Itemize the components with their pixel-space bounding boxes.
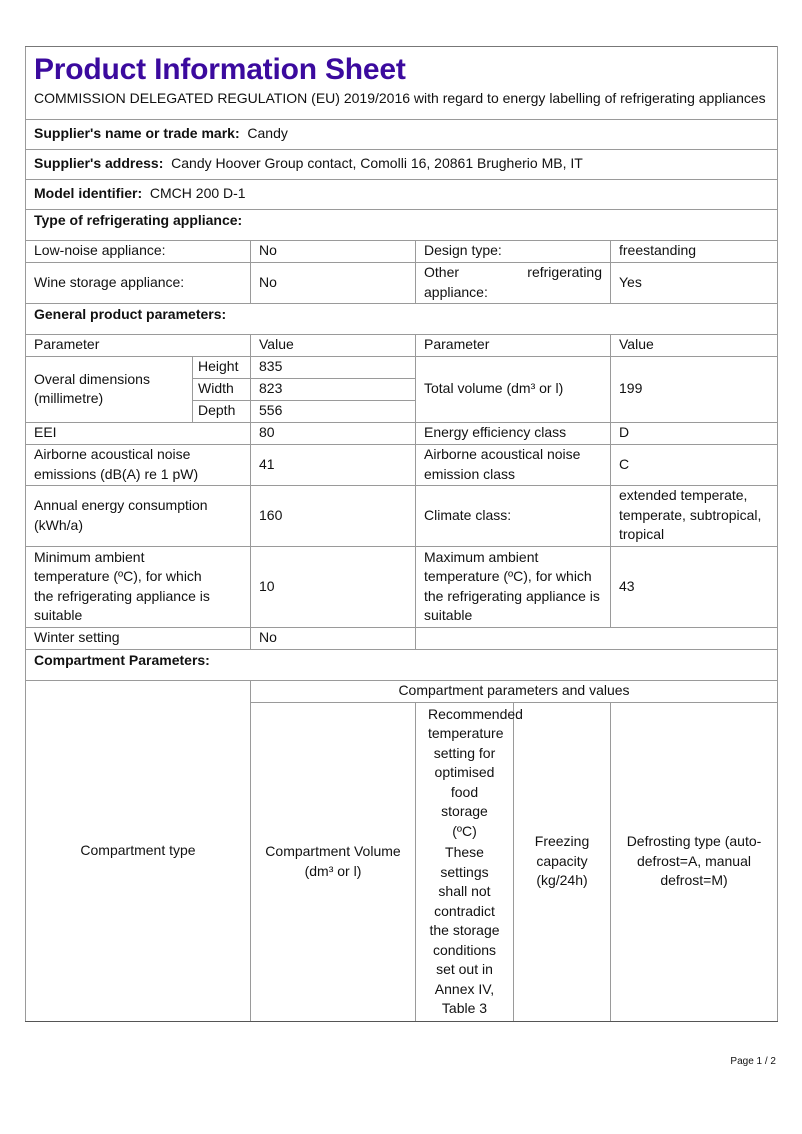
model-identifier-label: Model identifier: <box>34 185 143 202</box>
width-value: 823 <box>251 378 416 400</box>
noise-class-label: Airborne acoustical noise emission class <box>416 444 611 485</box>
noise-class-value: C <box>611 444 778 485</box>
winter-setting-value: No <box>251 627 416 649</box>
height-label: Height <box>193 356 251 378</box>
min-temp-label: Minimum ambient temperature (ºC), for which the refrigerating appliance is suitable <box>26 546 251 627</box>
low-noise-label: Low-noise appliance: <box>26 240 251 262</box>
page-number: Page 1 / 2 <box>730 1056 776 1067</box>
supplier-name-label: Supplier's name or trade mark: <box>34 125 240 142</box>
climate-class-label: Climate class: <box>416 485 611 546</box>
regulation-text: COMMISSION DELEGATED REGULATION (EU) 2019/2016 with regard to energy labelling of refrigerating appliances <box>34 90 766 106</box>
supplier-name-value: Candy <box>247 125 288 142</box>
appliance-type-heading: Type of refrigerating appliance: <box>26 209 778 240</box>
other-appliance-value: Yes <box>611 262 778 303</box>
model-identifier-row <box>26 179 778 209</box>
annual-energy-label: Annual energy consumption (kWh/a) <box>26 485 251 546</box>
col-value-1: Value <box>251 334 416 356</box>
min-temp-value: 10 <box>251 546 416 627</box>
model-identifier-value: CMCH 200 D-1 <box>149 185 246 202</box>
other-appliance-label-text: Other refrigerating appliance: <box>424 264 602 300</box>
freezing-capacity-header: Freezing capacity (kg/24h) <box>514 702 611 1021</box>
compartment-group-header: Compartment parameters and values <box>251 680 778 702</box>
design-type-label: Design type: <box>416 240 611 262</box>
recommended-temp-note: These settings shall not contradict the storage conditions set out in Annex IV, Table 3 <box>429 844 500 1016</box>
compartment-type-header: Compartment type <box>26 680 251 1021</box>
max-temp-label: Maximum ambient temperature (ºC), for which the refrigerating appliance is suitable <box>416 546 611 627</box>
noise-label: Airborne acoustical noise emissions (dB(A) re 1 pW) <box>26 444 251 485</box>
max-temp-value: 43 <box>611 546 778 627</box>
winter-setting-label: Winter setting <box>26 627 251 649</box>
total-volume-value: 199 <box>611 356 778 422</box>
depth-label: Depth <box>193 400 251 422</box>
width-label: Width <box>193 378 251 400</box>
energy-class-value: D <box>611 422 778 444</box>
supplier-address-value: Candy Hoover Group contact, Comolli 16, 20861 Brugherio MB, IT <box>171 155 583 172</box>
energy-class-label: Energy efficiency class <box>416 422 611 444</box>
general-heading: General product parameters: <box>26 303 778 334</box>
col-parameter-1: Parameter <box>26 334 251 356</box>
low-noise-value: No <box>251 240 416 262</box>
product-information-sheet <box>25 46 777 1022</box>
design-type-value: freestanding <box>611 240 778 262</box>
noise-value: 41 <box>251 444 416 485</box>
climate-class-value: extended temperate, temperate, subtropical, tropical <box>611 485 778 546</box>
dimensions-label: Overal dimensions (millimetre) <box>26 356 193 422</box>
wine-storage-label: Wine storage appliance: <box>26 262 251 303</box>
compartment-volume-header: Compartment Volume (dm³ or l) <box>251 702 416 1021</box>
wine-storage-value: No <box>251 262 416 303</box>
other-appliance-label <box>416 262 611 303</box>
annual-energy-value: 160 <box>251 485 416 546</box>
total-volume-label: Total volume (dm³ or l) <box>416 356 611 422</box>
supplier-address-label: Supplier's address: <box>34 155 164 172</box>
title-cell <box>26 47 778 120</box>
defrosting-type-header: Defrosting type (auto-defrost=A, manual defrost=M) <box>611 702 778 1021</box>
recommended-temp-header <box>416 702 523 1021</box>
supplier-address-row <box>26 149 778 179</box>
info-table <box>25 46 778 1022</box>
supplier-name-row <box>26 119 778 149</box>
compartment-heading: Compartment Parameters: <box>26 649 778 680</box>
eei-value: 80 <box>251 422 416 444</box>
page-title: Product Information Sheet <box>34 53 406 86</box>
depth-value: 556 <box>251 400 416 422</box>
col-parameter-2: Parameter <box>416 334 611 356</box>
recommended-temp-label: Recommended temperature setting for optimised food storage (ºC) <box>428 705 523 839</box>
eei-label: EEI <box>26 422 251 444</box>
col-value-2: Value <box>611 334 778 356</box>
height-value: 835 <box>251 356 416 378</box>
empty-cell <box>416 627 778 649</box>
